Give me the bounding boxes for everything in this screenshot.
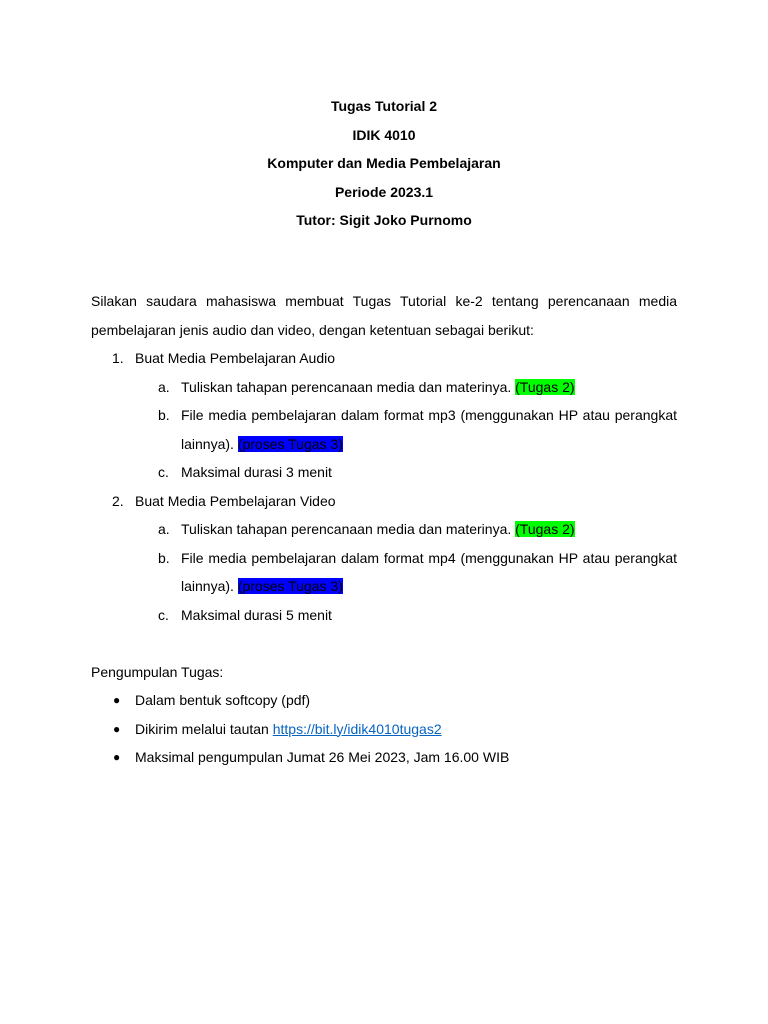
document-body bbox=[91, 287, 677, 772]
sub-item-video-b bbox=[91, 544, 677, 601]
bullet-text: Dikirim melalui tautan bbox=[135, 720, 273, 737]
sub-letter: c. bbox=[158, 464, 169, 480]
sub-item-audio-b bbox=[91, 401, 677, 458]
sub-item-text: File media pembelajaran dalam format mp4 (menggunakan HP atau perangkat lainnya). bbox=[181, 549, 677, 594]
list-item-label: Buat Media Pembelajaran Video bbox=[135, 492, 336, 509]
bullet-dot-icon: ● bbox=[113, 750, 121, 764]
course-name: Komputer dan Media Pembelajaran bbox=[267, 155, 501, 171]
bullet-dot-icon: ● bbox=[113, 693, 121, 707]
highlight-tugas-2: (Tugas 2) bbox=[515, 378, 575, 395]
sub-item-text: Maksimal durasi 5 menit bbox=[181, 606, 332, 623]
list-number: 1. bbox=[112, 350, 124, 366]
sub-item-text: File media pembelajaran dalam format mp3 (menggunakan HP atau perangkat lainnya). bbox=[181, 407, 677, 452]
submission-bullet-format bbox=[91, 686, 677, 715]
tutor-name: Tutor: Sigit Joko Purnomo bbox=[296, 212, 472, 228]
submission-title: Pengumpulan Tugas: bbox=[91, 663, 224, 680]
sub-item-text: Maksimal durasi 3 menit bbox=[181, 464, 332, 480]
course-code: IDIK 4010 bbox=[352, 126, 416, 143]
sub-item-video-a bbox=[91, 515, 677, 544]
bullet-dot-icon: ● bbox=[113, 721, 121, 736]
bullet-text: Dalam bentuk softcopy (pdf) bbox=[135, 692, 311, 708]
document-header bbox=[0, 92, 768, 235]
sub-letter: a. bbox=[158, 378, 170, 395]
sub-letter: b. bbox=[158, 407, 170, 423]
sub-item-video-c bbox=[91, 601, 677, 630]
sub-letter: a. bbox=[158, 521, 170, 537]
submission-link[interactable]: https://bit.ly/idik4010tugas2 bbox=[272, 720, 442, 737]
sub-letter: c. bbox=[158, 606, 169, 623]
sub-item-audio-a bbox=[91, 373, 677, 402]
assignment-title: Tugas Tutorial 2 bbox=[330, 98, 438, 114]
sub-item-audio-c bbox=[91, 458, 677, 487]
highlight-proses-tugas-3: (proses Tugas 3) bbox=[237, 578, 343, 594]
bullet-text: Maksimal pengumpulan Jumat 26 Mei 2023, Jam 16.00 WIB bbox=[135, 749, 510, 765]
submission-bullet-link bbox=[91, 715, 677, 744]
highlight-proses-tugas-3: (proses Tugas 3) bbox=[237, 435, 343, 452]
intro-paragraph: Silakan saudara mahasiswa membuat Tugas Tutorial ke-2 tentang perencanaan media pembelajaran jenis audio dan video, dengan ketentuan sebagai berikut: bbox=[91, 293, 677, 338]
sub-item-text: Tuliskan tahapan perencanaan media dan materinya. bbox=[181, 378, 516, 395]
sub-letter: b. bbox=[158, 549, 170, 566]
list-item-audio bbox=[91, 344, 677, 373]
sub-item-text: Tuliskan tahapan perencanaan media dan materinya. bbox=[181, 521, 516, 537]
list-number: 2. bbox=[112, 492, 124, 509]
list-item-video bbox=[91, 487, 677, 516]
period: Periode 2023.1 bbox=[334, 183, 434, 200]
list-item-label: Buat Media Pembelajaran Audio bbox=[135, 350, 336, 366]
highlight-tugas-2: (Tugas 2) bbox=[515, 521, 575, 537]
submission-bullet-deadline bbox=[91, 743, 677, 772]
